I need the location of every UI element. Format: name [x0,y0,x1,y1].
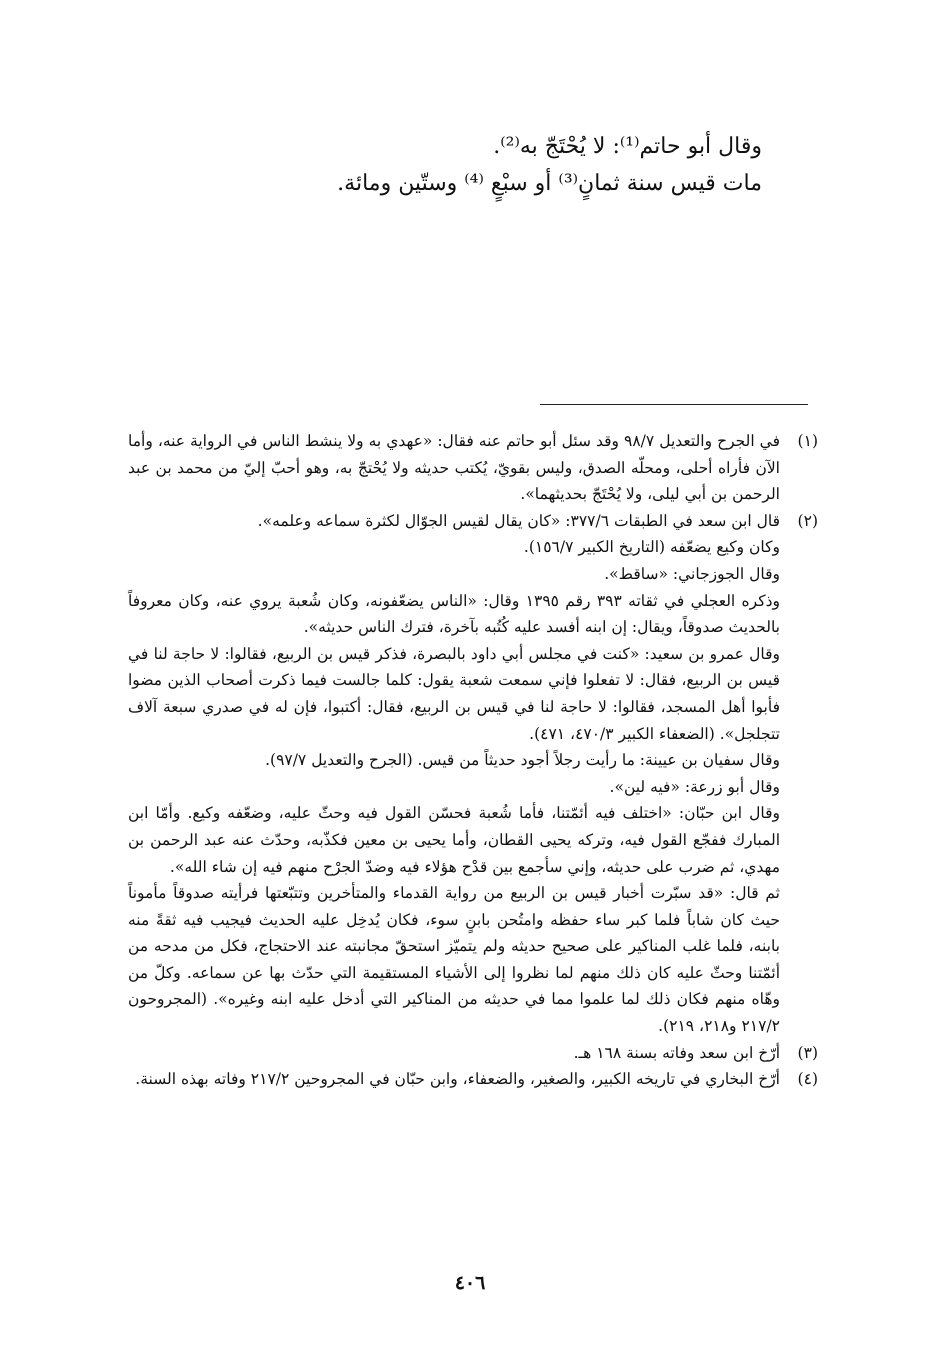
footnote-line: أرّخ البخاري في تاريخه الكبير، والصغير، والضعفاء، وابن حبّان في المجروحين ٢١٧/٢ وفاته بهذه السنة. [135,1070,780,1089]
footnote-number: (٢) [797,511,818,530]
footnotes [128,428,818,1093]
footnote-line: وكان وكيع يضعّفه (التاريخ الكبير ١٥٦/٧). [523,538,780,557]
footnote-1 [128,428,818,508]
main-line: وقال أبو حاتم⁽¹⁾: لا يُحْتَجّ به⁽²⁾. [493,134,762,159]
footnote-number: (٤) [797,1070,818,1089]
footnote-line: قال ابن سعد في الطبقات ٣٧٧/٦: «كان يقال لقيس الجوّال لكثرة سماعه وعلمه». [257,511,780,530]
footnote-2 [128,508,818,1040]
main-line: مات قيس سنة ثمانٍ⁽³⁾ أو سبْعٍ ⁽⁴⁾ وستّين ومائة. [337,171,762,196]
footnote-line: أرّخ ابن سعد وفاته بسنة ١٦٨ هـ. [573,1043,780,1062]
footnote-line: وقال ابن حبّان: «اختلف فيه أئمّتنا، فأما شُعبة فحسّن القول فيه وحثّ عليه، وضعّفه وكيع. وأمّا ابن المبارك ففجّع القول فيه، وتركه يحيى القطان، وأما يحيى بن معين فكذّبه، وحدّث عنه عبد الرحمن بن مهدي، ثم ضرب على حديثه، وإني سأجمع بين قدْح هؤلاء فيه وضدّ الجرْح منهم فيه إن شاء الله». [128,804,780,876]
footnote-line: في الجرح والتعديل ٩٨/٧ وقد سئل أبو حاتم عنه فقال: «عهدي به ولا ينشط الناس في الرواية عنه، وأما الآن فأراه أحلى، ومحلّه الصدق، وليس بقويّ، يُكتب حديثه ولا يُحْتجّ به، وهو أحبّ إليّ من محمد بن عبد الرحمن بن أبي ليلى، ولا يُحْتَجّ بحديثهما». [128,432,781,504]
page-number: ٤٠٦ [454,1272,486,1294]
footnote-4 [128,1066,818,1093]
footnote-line: وقال أبو زرعة: «فيه لين». [609,777,780,796]
footnote-number: (١) [797,432,818,450]
main-text [122,128,762,202]
footnote-line: وقال عمرو بن سعيد: «كنت في مجلس أبي داود بالبصرة، فذكر قيس بن الربيع، فقالوا: لا حاجة لنا في قيس بن الربيع، فقال: لا تفعلوا فإني سمعت شعبة يقول: كلما جالست فيما ذكرت أصحاب الذين مضوا فأبوا أهل المسجد، فقالوا: لا حاجة لنا في قيس بن الربيع، فقال: أكتبوا، فإن له في صدري سبعة آلاف تتجلجل». (الضعفاء الكبير ٤٧٠/٣، ٤٧١). [128,644,780,743]
footnote-line: وذكره العجلي في ثقاته ٣٩٣ رقم ١٣٩٥ وقال: «الناس يضعّفونه، وكان شُعبة يروي عنه، وكان معروفاً بالحديث صدوقاً، ويقال: إن ابنه أفسد عليه كُتُبه بآخرة، فترك الناس حديثه». [128,591,780,637]
footnote-number: (٣) [797,1043,818,1062]
footnote-line: ثم قال: «قد سبّرت أخبار قيس بن الربيع من رواية القدماء والمتأخرين وتتبّعتها فرأيته صدوقاً مأموناً حيث كان شاباً فلما كبر ساء حفظه وامتُحن بابنٍ سوء، فكان يُدخِل عليه الحديث فيجيب فيه ثقةً منه بابنه، فلما غلب المناكير على صحيح حديثه ولم يتميّز استحقّ مجانبته عند الاحتجاج، فكل من مدحه من أئمّتنا وحثّ عليه كان ذلك منهم لما نظروا إلى الأشياء المستقيمة التي حدّث بها عن سماعه. وكلّ من وهّاه منهم فكان ذلك لما علموا مما في حديثه من المناكير التي أدخل عليه ابنه وغيره». (المجروحون ٢١٧/٢ و٢١٨، ٢١٩). [128,884,780,1036]
footnote-separator [540,404,808,405]
footnote-3 [128,1040,818,1067]
footnote-line: وقال سفيان بن عيينة: ما رأيت رجلاً أجود حديثاً من قيس. (الجرح والتعديل ٩٧/٧). [265,751,780,770]
footnote-line: وقال الجوزجاني: «ساقط». [604,564,780,583]
